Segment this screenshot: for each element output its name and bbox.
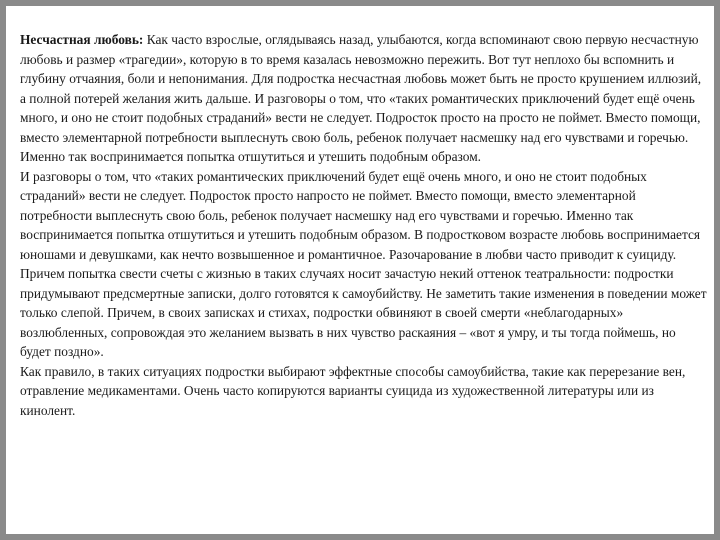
paragraph-3: Как правило, в таких ситуациях подростки выбирают эффектные способы самоубийства, такие как перерезание вен, отравление медикаментами. Очень часто копируются варианты суицида из художественной литературы или из кинолент. <box>20 363 686 418</box>
paragraph-2: И разговоры о том, что «таких романтических приключений будет ещё очень много, и оно не стоит подобных страданий» вести не следует. Подросток просто напросто не поймет. Вместо помощи, вместо элементарной потребности выплеснуть свою боль, ребенок получает насмешку над его чувствами и горечью. Именно так воспринимается попытка отшутиться и утешить подобным образом. В подростковом возрасте любовь воспринимается юношами и девушками, как нечто возвышенное и романтичное. Разочарование в любви часто приводит к суициду. Причем попытка свести счеты с жизнью в таких случаях носит зачастую некий оттенок театральности: подростки придумывают предсмертные записки, долго готовятся к самоубийству. Не заметить такие изменения в поведении может только слепой. Причем, в своих записках и стихах, подростки обвиняют в своей смерти «неблагодарных» возлюбленных, сопровождая это желанием вызвать в них чувство раскаяния – «вот я умру, и ты тогда поймешь, но будет поздно». <box>20 168 707 359</box>
heading: Несчастная любовь: <box>20 32 144 47</box>
paragraph-1-text: Как часто взрослые, оглядываясь назад, улыбаются, когда вспоминают свою первую несчастную любовь и размер «трагедии», которую в то время казалась невозможно пережить. Вот тут неплохо бы вспомнить и глубину отчаяния, боли и непонимания. Для подростка несчастная любовь может быть не просто крушением иллюзий, а полной потерей желания жить дальше. И разговоры о том, что «таких романтических приключений будет ещё очень много, и оно не стоит подобных страданий» вести не следует. Подросток просто на просто не поймет. Вместо помощи, вместо элементарной потребности выплеснуть свою боль, ребенок получает насмешку над его чувствами и горечью. Именно так воспринимается попытка отшутиться и утешить подобным образом. <box>20 32 702 164</box>
document-page <box>6 6 714 534</box>
paragraph-1 <box>20 30 708 167</box>
